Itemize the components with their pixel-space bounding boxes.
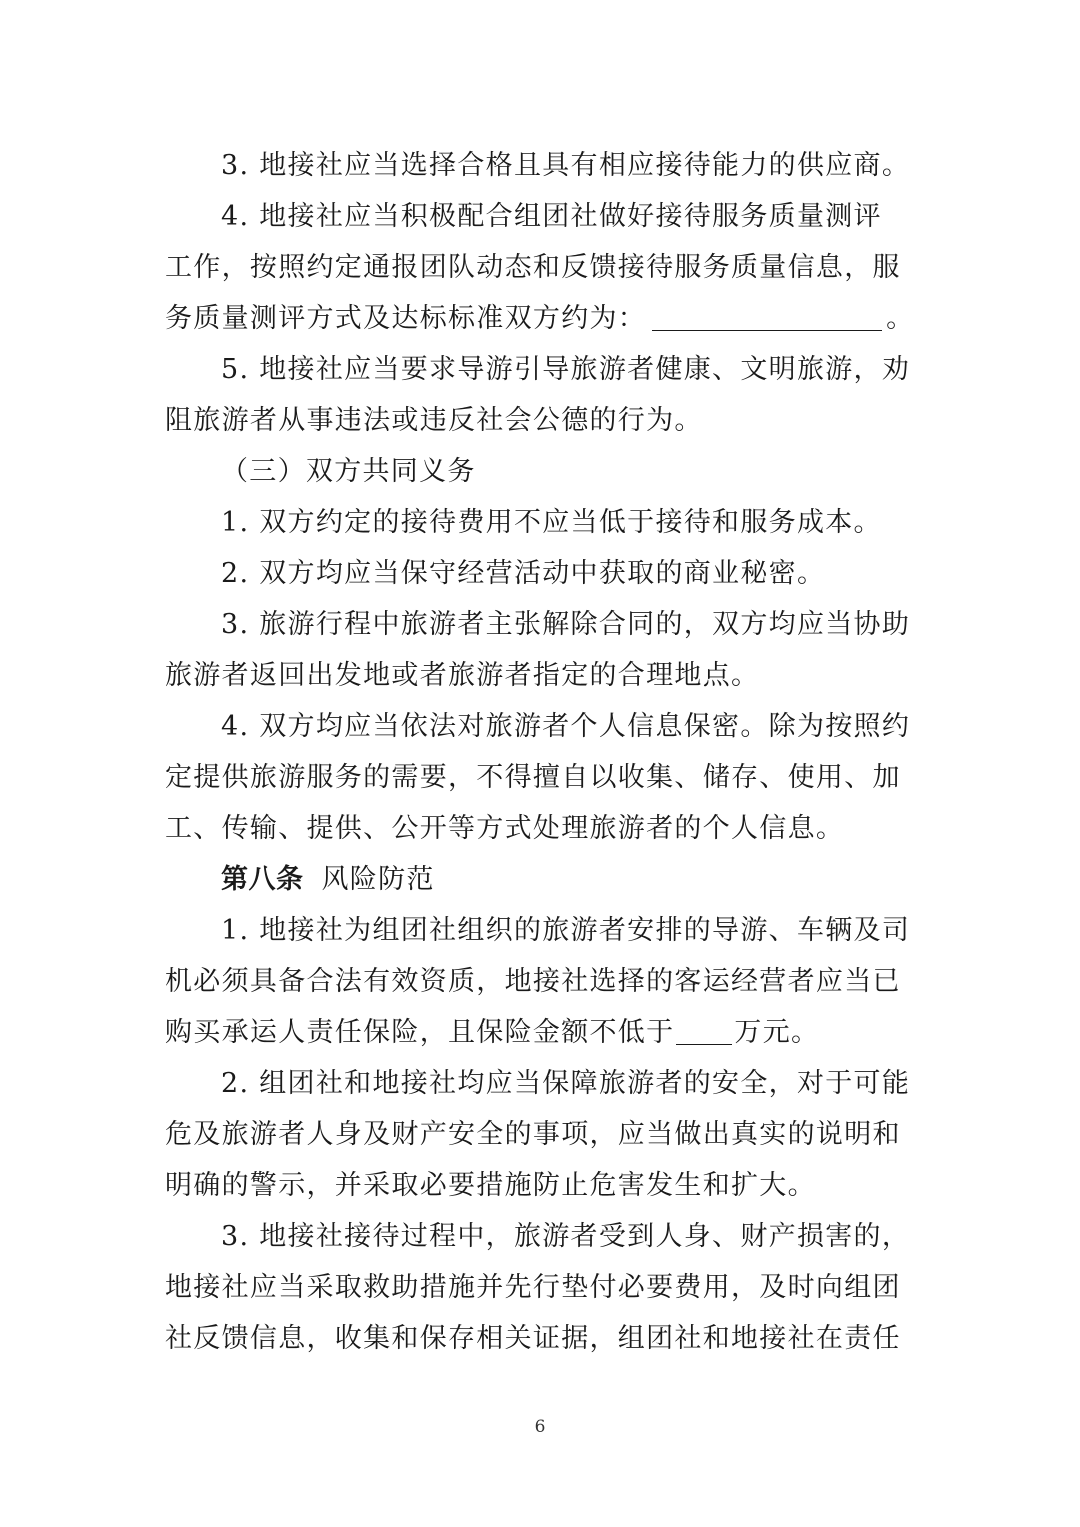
paragraph-line: 旅游者返回出发地或者旅游者指定的合理地点。 (165, 660, 760, 691)
paragraph-line: 社反馈信息，收集和保存相关证据，组团社和地接社在责任 (165, 1323, 901, 1354)
paragraph-line: 3. 旅游行程中旅游者主张解除合同的，双方均应当协助 (221, 609, 911, 640)
paragraph-line: 4. 地接社应当积极配合组团社做好接待服务质量测评 (221, 201, 882, 232)
article-number: 第八条 (221, 864, 304, 895)
section-heading: （三）双方共同义务 (221, 456, 476, 487)
line-text: 。 (886, 303, 915, 334)
article-heading (165, 854, 917, 905)
paragraph-line: 4. 双方均应当依法对旅游者个人信息保密。除为按照约 (221, 711, 911, 742)
paragraph-line: 工、传输、提供、公开等方式处理旅游者的个人信息。 (165, 813, 845, 844)
document-body (165, 140, 917, 1364)
paragraph-line: 机必须具备合法有效资质，地接社选择的客运经营者应当已 (165, 966, 901, 997)
paragraph-line (165, 293, 917, 344)
paragraph-line: 地接社应当采取救助措施并先行垫付必要费用，及时向组团 (165, 1272, 901, 1303)
paragraph-line (165, 1007, 917, 1058)
line-text: 务质量测评方式及达标标准双方约为： (165, 303, 647, 334)
paragraph-line: 明确的警示，并采取必要措施防止危害发生和扩大。 (165, 1170, 816, 1201)
paragraph-line: 3. 地接社接待过程中，旅游者受到人身、财产损害的， (221, 1221, 911, 1252)
fill-in-blank[interactable] (652, 298, 882, 331)
paragraph-line: 5. 地接社应当要求导游引导旅游者健康、文明旅游，劝 (221, 354, 911, 385)
page-number: 6 (534, 1417, 546, 1437)
paragraph-line: 3. 地接社应当选择合格且具有相应接待能力的供应商。 (221, 150, 911, 181)
paragraph-line: 危及旅游者人身及财产安全的事项，应当做出真实的说明和 (165, 1119, 901, 1150)
fill-in-blank[interactable] (676, 1012, 732, 1045)
paragraph-line: 工作，按照约定通报团队动态和反馈接待服务质量信息，服 (165, 252, 901, 283)
paragraph-line: 1. 地接社为组团社组织的旅游者安排的导游、车辆及司 (221, 915, 911, 946)
paragraph-line: 1. 双方约定的接待费用不应当低于接待和服务成本。 (221, 507, 882, 538)
line-text: 万元。 (734, 1017, 820, 1048)
line-text: 购买承运人责任保险，且保险金额不低于 (165, 1017, 675, 1048)
paragraph-line: 阻旅游者从事违法或违反社会公德的行为。 (165, 405, 703, 436)
paragraph-line: 2. 双方均应当保守经营活动中获取的商业秘密。 (221, 558, 826, 589)
paragraph-line: 定提供旅游服务的需要，不得擅自以收集、储存、使用、加 (165, 762, 901, 793)
paragraph-line: 2. 组团社和地接社均应当保障旅游者的安全，对于可能 (221, 1068, 911, 1099)
article-title: 风险防范 (321, 864, 435, 895)
